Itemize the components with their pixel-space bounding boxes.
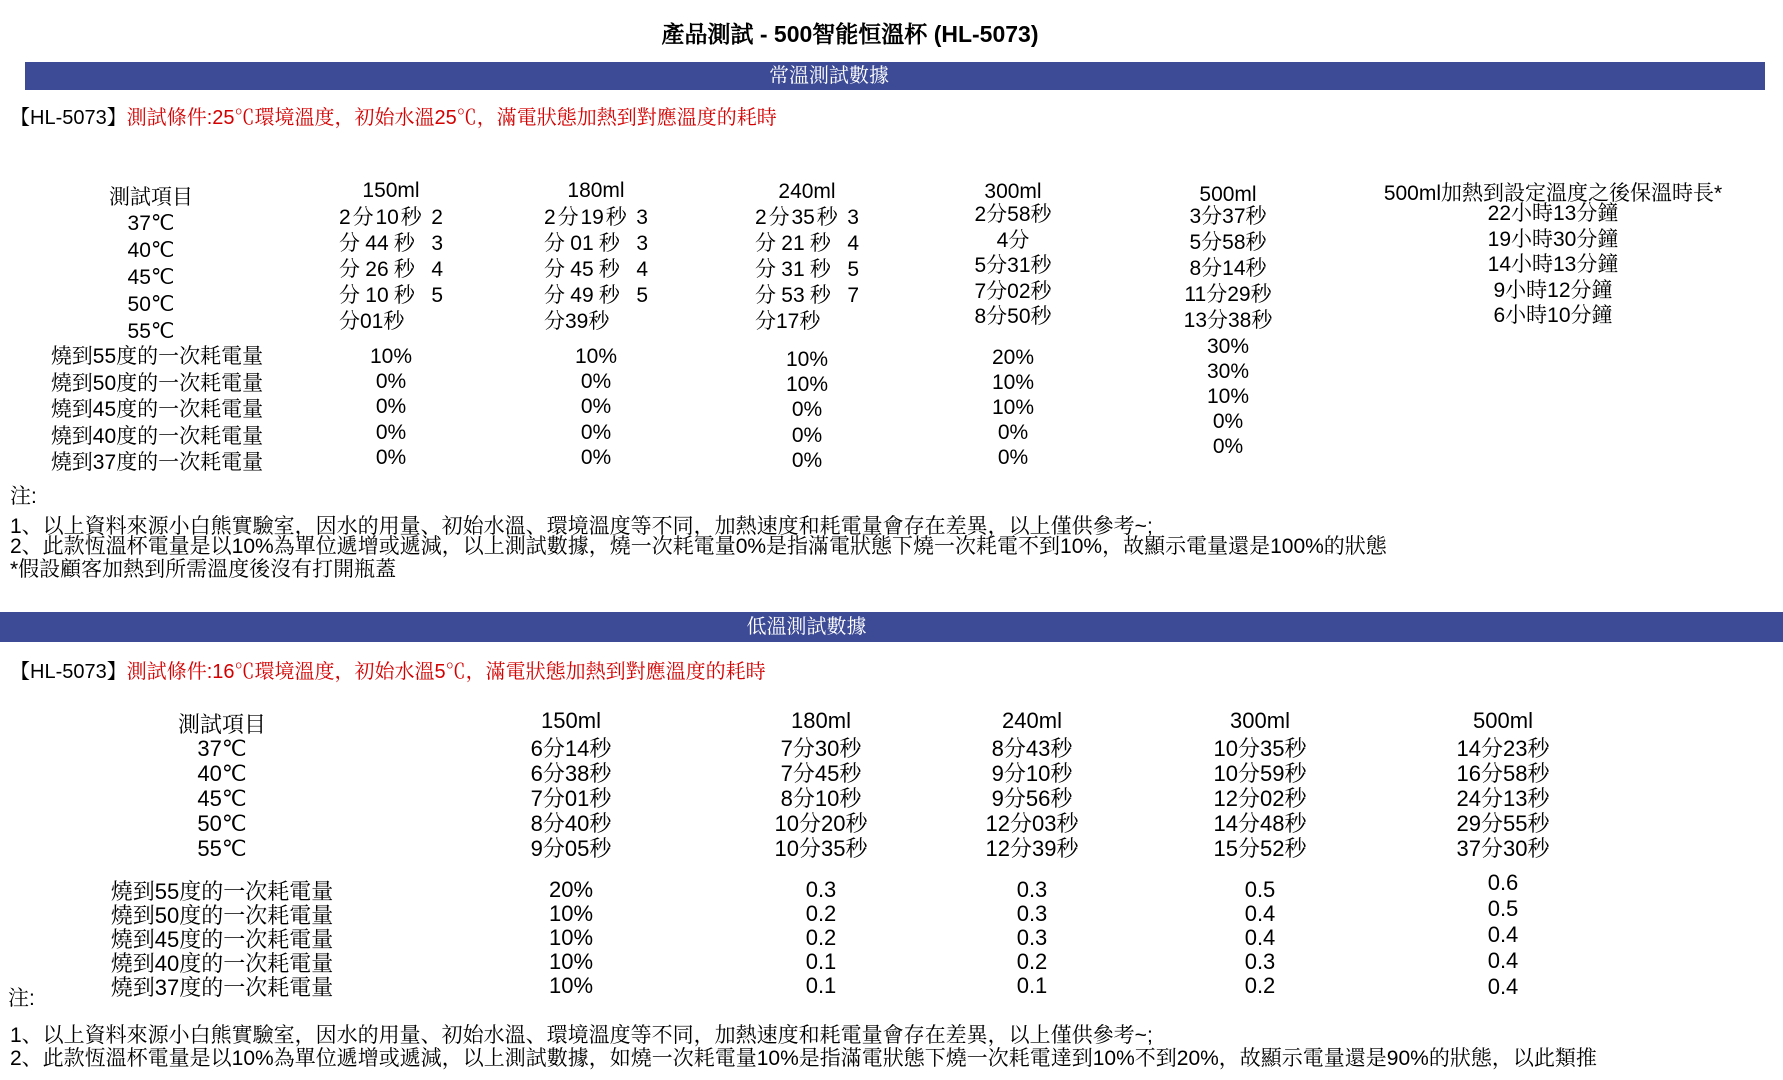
- section1-note-2: 2、此款恆溫杯電量是以10%為單位遞增或遞減，以上測試數據，燒一次耗電量0%是指滿電狀態下燒一次耗電不到10%，故顯示電量還是100%的狀態: [10, 535, 1387, 558]
- section2-condition-text: 測試條件:16℃環境溫度，初始水溫5℃，滿電狀態加熱到對應溫度的耗時: [126, 661, 766, 683]
- t1-temp-labels: 37℃ 40℃ 45℃ 50℃ 55℃: [127, 212, 175, 343]
- t2-item-header: 測試項目: [177, 712, 266, 737]
- t2-col-180ml-times: 7分30秒 7分45秒 8分10秒 10分20秒 10分35秒: [774, 736, 868, 861]
- t2-power-labels: 燒到55度的一次耗電量 燒到50度的一次耗電量 燒到45度的一次耗電量 燒到40度的一次耗電量 燒到37度的一次耗電量: [110, 879, 334, 1000]
- t1-col-180ml-header: 180ml: [567, 179, 625, 202]
- t2-col-150ml-header: 150ml: [541, 708, 601, 733]
- t2-col-300ml-power: 0.5 0.4 0.4 0.3 0.2: [1244, 877, 1276, 998]
- section2-note-1: 1、以上資料來源小白熊實驗室，因水的用量、初始水溫、環境溫度等不同，加熱速度和耗電量會存在差異，以上僅供參考~;: [10, 1024, 1153, 1047]
- section2-condition-row: [10, 655, 766, 684]
- t2-temp-labels: 37℃ 40℃ 45℃ 50℃ 55℃: [197, 736, 247, 861]
- t1-col-500ml-power: 30% 30% 10% 0% 0%: [1206, 335, 1250, 458]
- t2-col-300ml-header: 300ml: [1230, 708, 1290, 733]
- page-title: 產品測試 - 500智能恒溫杯 (HL-5073): [661, 21, 1039, 47]
- t1-col-150ml-header: 150ml: [362, 179, 420, 202]
- t1-col-150ml-power: 10% 0% 0% 0% 0%: [369, 345, 413, 469]
- t1-col-300ml-power: 20% 10% 10% 0% 0%: [991, 346, 1035, 469]
- t1-col-180ml-power: 10% 0% 0% 0% 0%: [574, 345, 618, 469]
- t1-col-180ml-times: 2分19秒 3 分01秒 3 分45秒 4 分49秒 5 分39秒: [544, 206, 648, 333]
- t1-col-240ml-power: 10% 10% 0% 0% 0%: [785, 348, 829, 472]
- section2-note-label: 注:: [8, 987, 35, 1010]
- section1-condition-row: [10, 101, 777, 130]
- t2-col-240ml-times: 8分43秒 9分10秒 9分56秒 12分03秒 12分39秒: [985, 736, 1079, 861]
- t1-hold-column-header: 500ml加熱到設定溫度之後保溫時長*: [1383, 182, 1723, 205]
- t1-col-500ml-times: 3分37秒 5分58秒 8分14秒 11分29秒 13分38秒: [1183, 205, 1273, 332]
- t1-power-labels: 燒到55度的一次耗電量 燒到50度的一次耗電量 燒到45度的一次耗電量 燒到40度的一次耗電量 燒到37度的一次耗電量: [50, 345, 264, 474]
- t1-item-header: 測試項目: [109, 186, 193, 209]
- section1-bar-label: 常溫測試數據: [769, 65, 889, 87]
- section1-header-bar: [25, 62, 1765, 90]
- t2-col-150ml-times: 6分14秒 6分38秒 7分01秒 8分40秒 9分05秒: [530, 736, 612, 861]
- t2-col-240ml-power: 0.3 0.3 0.3 0.2 0.1: [1016, 877, 1048, 998]
- t2-col-180ml-header: 180ml: [791, 708, 851, 733]
- t1-col-500ml-header: 500ml: [1199, 183, 1257, 206]
- section1-note-1: 1、以上資料來源小白熊實驗室，因水的用量、初始水溫、環境溫度等不同，加熱速度和耗電量會存在差異，以上僅供參考~;: [10, 515, 1153, 538]
- section1-condition-text: 測試條件:25℃環境溫度，初始水溫25℃，滿電狀態加熱到對應溫度的耗時: [126, 107, 777, 129]
- t1-col-240ml-header: 240ml: [778, 180, 836, 203]
- t1-col-150ml-times: 2分10秒 2 分44秒 3 分26秒 4 分10秒 5 分01秒: [339, 206, 443, 333]
- t2-col-150ml-power: 20% 10% 10% 10% 10%: [548, 877, 594, 998]
- section1-note-label: 注:: [10, 485, 37, 508]
- t2-col-240ml-header: 240ml: [1002, 708, 1062, 733]
- section2-bar-label: 低溫測試數據: [746, 616, 867, 638]
- t1-col-300ml-times: 2分58秒 4分 5分31秒 7分02秒 8分50秒: [974, 203, 1052, 329]
- t2-col-180ml-power: 0.3 0.2 0.2 0.1 0.1: [805, 877, 837, 998]
- t2-col-500ml-times: 14分23秒 16分58秒 24分13秒 29分55秒 37分30秒: [1456, 736, 1550, 861]
- section1-note-3: *假設顧客加熱到所需溫度後沒有打開瓶蓋: [10, 558, 397, 581]
- section2-header-bar: [0, 612, 1783, 642]
- section2-note-2: 2、此款恆溫杯電量是以10%為單位遞增或遞減，以上測試數據，如燒一次耗電量10%是指滿電狀態下燒一次耗電達到10%不到20%，故顯示電量還是90%的狀態，以此類推: [10, 1047, 1597, 1070]
- t2-col-500ml-power: 0.6 0.5 0.4 0.4 0.4: [1487, 870, 1519, 999]
- t1-col-300ml-header: 300ml: [984, 180, 1042, 203]
- t1-col-240ml-times: 2分35秒 3 分21秒 4 分31秒 5 分53秒 7 分17秒: [755, 206, 859, 333]
- t1-hold-column-times: 22小時13分鐘 19小時30分鐘 14小時13分鐘 9小時12分鐘 6小時10分鐘: [1487, 202, 1619, 328]
- section2-model-label: 【HL-5073】: [10, 661, 127, 683]
- section1-model-label: 【HL-5073】: [10, 107, 127, 129]
- t2-col-300ml-times: 10分35秒 10分59秒 12分02秒 14分48秒 15分52秒: [1213, 736, 1307, 861]
- t2-col-500ml-header: 500ml: [1473, 708, 1533, 733]
